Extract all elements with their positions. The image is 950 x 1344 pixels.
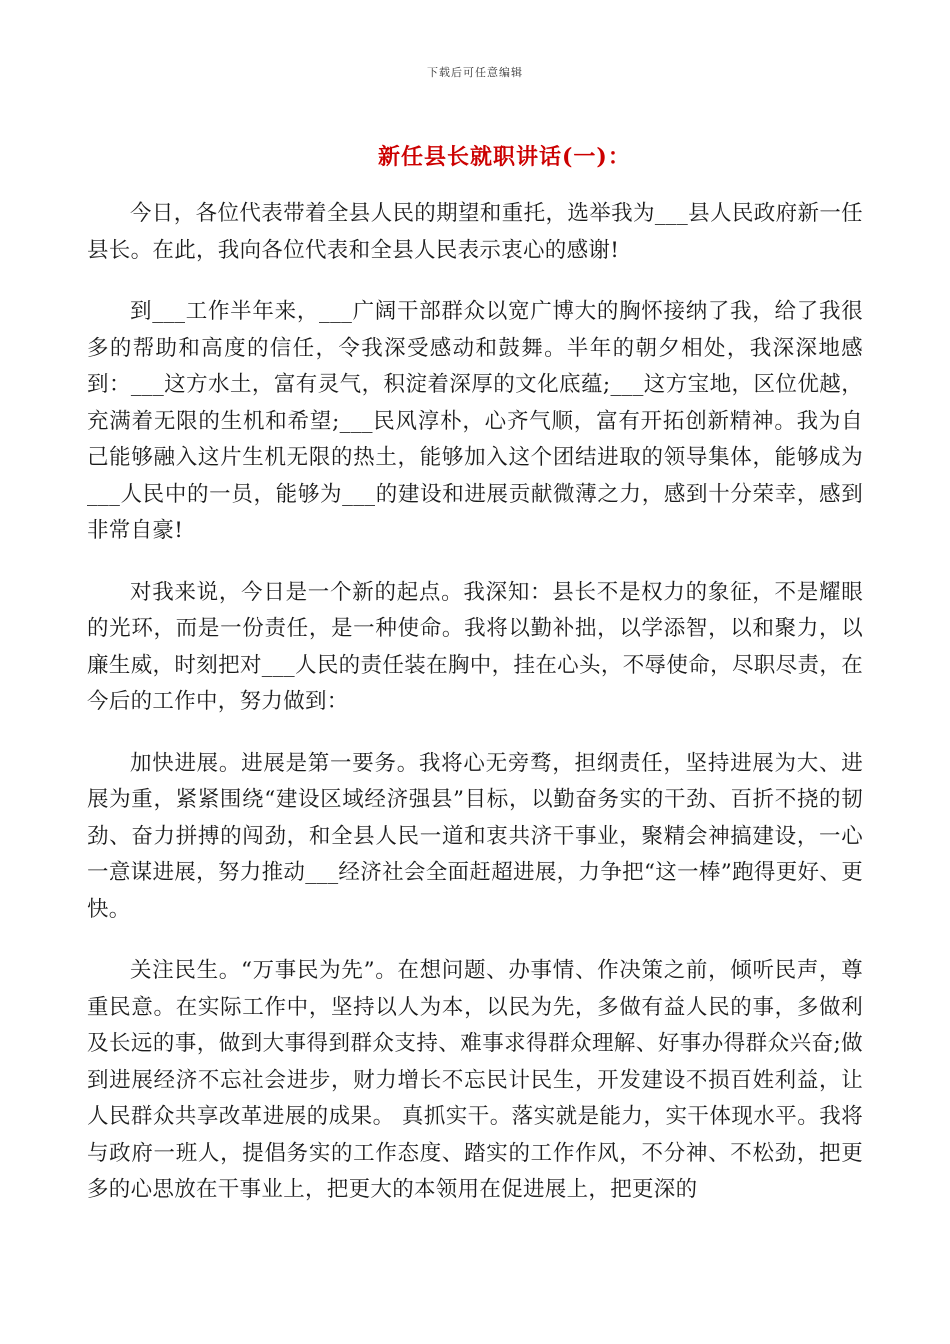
- header-note: 下载后可任意编辑: [427, 66, 523, 79]
- paragraph: 到___工作半年来，___广阔干部群众以宽广博大的胸怀接纳了我，给了我很多的帮助和高度的信任，令我深受感动和鼓舞。半年的朝夕相处，我深深地感到：___这方水土，富有灵气，积淀着深厚的文化底蕴;___这方宝地，区位优越，充满着无限的生机和希望;___民风淳朴，心齐气顺，富有开拓创新精神。我为自己能够融入这片生机无限的热土，能够加入这个团结进取的领导集体，能够成为___人民中的一员，能够为___的建设和进展贡献微薄之力，感到十分荣幸，感到非常自豪!: [87, 299, 863, 543]
- document-body: [87, 196, 863, 1234]
- paragraph: 今日，各位代表带着全县人民的期望和重托，选举我为___县人民政府新一任县长。在此，我向各位代表和全县人民表示衷心的感谢!: [87, 201, 863, 263]
- document-title: 新任县长就职讲话(一)：: [378, 144, 631, 170]
- paragraph: 关注民生。“万事民为先”。在想问题、办事情、作决策之前，倾听民声，尊重民意。在实际工作中，坚持以人为本，以民为先，多做有益人民的事，多做利及长远的事，做到大事得到群众支持、难事求得群众理解、好事办得群众兴奋;做到进展经济不忘社会进步，财力增长不忘民计民生，开发建设不损百姓利益，让人民群众共享改革进展的成果。 真抓实干。落实就是能力，实干体现水平。我将与政府一班人，提倡务实的工作态度、踏实的工作作风，不分神、不松劲，把更多的心思放在干事业上，把更大的本领用在促进展上，把更深的: [87, 958, 863, 1202]
- paragraph: 对我来说，今日是一个新的起点。我深知：县长不是权力的象征，不是耀眼的光环，而是一份责任，是一种使命。我将以勤补拙，以学添智，以和聚力，以廉生威，时刻把对___人民的责任装在胸中，挂在心头，不辱使命，尽职尽责，在今后的工作中，努力做到：: [87, 579, 863, 714]
- paragraph: 加快进展。进展是第一要务。我将心无旁骛，担纲责任，坚持进展为大、进展为重，紧紧围绕“建设区域经济强县”目标，以勤奋务实的干劲、百折不挠的韧劲、奋力拼搏的闯劲，和全县人民一道和衷共济干事业，聚精会神搞建设，一心一意谋进展，努力推动___经济社会全面赶超进展，力争把“这一棒”跑得更好、更快。: [87, 750, 863, 922]
